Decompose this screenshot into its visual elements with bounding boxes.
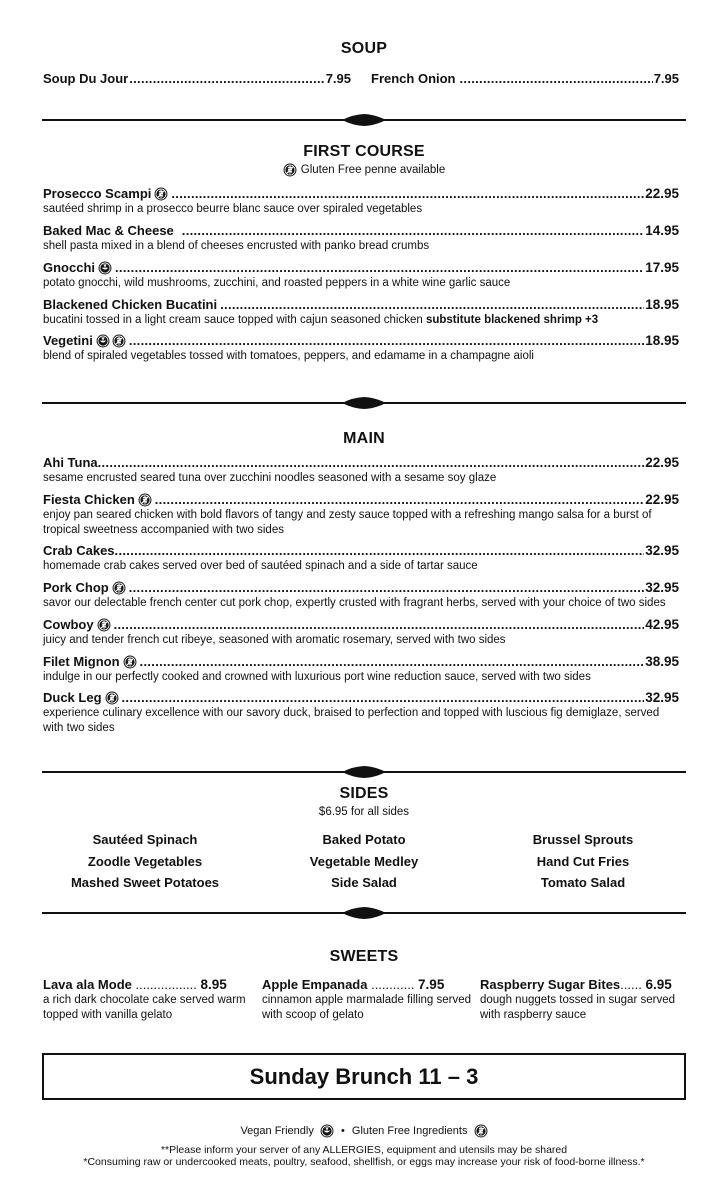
dot-leader: ................. bbox=[131, 977, 201, 992]
gluten-free-icon bbox=[123, 655, 137, 669]
dot-leader: ............ bbox=[367, 977, 419, 992]
dot-leader bbox=[171, 186, 644, 202]
menu-item bbox=[43, 333, 679, 364]
gluten-free-icon bbox=[112, 581, 126, 595]
divider-ornament-icon bbox=[342, 397, 386, 409]
menu-item bbox=[43, 186, 679, 217]
menu-item-name: Fiesta Chicken bbox=[43, 492, 135, 507]
side-item: Zoodle Vegetables bbox=[87, 853, 203, 869]
sweet-item-name: Apple Empanada bbox=[262, 977, 368, 992]
dot-leader bbox=[460, 71, 653, 86]
sweet-item-name: Raspberry Sugar Bites bbox=[480, 977, 621, 992]
menu-item bbox=[43, 492, 679, 537]
menu-item bbox=[43, 297, 679, 328]
side-item: Tomato Salad bbox=[540, 875, 626, 890]
menu-item-price: 22.95 bbox=[645, 492, 679, 507]
menu-item-name: Blackened Chicken Bucatini bbox=[43, 297, 218, 312]
menu-item-description bbox=[43, 313, 679, 328]
menu-item-name: Ahi Tuna bbox=[43, 455, 98, 470]
gluten-free-icon bbox=[283, 163, 297, 177]
dot-leader: ...... bbox=[620, 977, 646, 992]
menu-item-price: 32.95 bbox=[645, 543, 679, 558]
menu-item-description: indulge in our perfectly cooked and crowned with luxurious port wine reduction sauce, served with two sides bbox=[43, 671, 591, 683]
gluten-free-icon bbox=[474, 1124, 488, 1138]
menu-item-description: juicy and tender french cut ribeye, seasoned with aromatic rosemary, served with two sides bbox=[43, 634, 506, 646]
side-item: Baked Potato bbox=[322, 832, 406, 847]
sides-column bbox=[45, 829, 245, 894]
section-divider bbox=[42, 907, 686, 919]
divider-ornament-icon bbox=[342, 766, 386, 778]
sweet-item-price: 6.95 bbox=[645, 977, 672, 992]
vegan-legend-label: Vegan Friendly bbox=[240, 1125, 314, 1137]
dot-leader bbox=[115, 260, 644, 276]
menu-item-name: Gnocchi bbox=[43, 260, 96, 275]
menu-item-price: 32.95 bbox=[645, 690, 679, 705]
dot-leader bbox=[129, 71, 324, 86]
dot-leader bbox=[98, 455, 645, 471]
sweet-item-price: 8.95 bbox=[200, 977, 227, 992]
menu-item-description: savor our delectable french center cut pork chop, expertly crusted with fragrant herbs, served with your choice of two sides bbox=[43, 597, 666, 609]
menu-item-name: Duck Leg bbox=[43, 690, 102, 705]
gluten-free-icon bbox=[105, 691, 119, 705]
divider-ornament-icon bbox=[342, 114, 386, 126]
menu-item-name: Baked Mac & Cheese bbox=[43, 223, 174, 238]
dot-leader bbox=[129, 333, 644, 349]
sweet-item-name: Lava ala Mode bbox=[43, 977, 132, 992]
gluten-free-icon bbox=[112, 334, 126, 348]
section-divider bbox=[42, 114, 686, 126]
dot-leader bbox=[140, 654, 645, 670]
menu-item-name: Cowboy bbox=[43, 617, 94, 632]
menu-item-price: 17.95 bbox=[645, 260, 679, 275]
menu-item-description: enjoy pan seared chicken with bold flavors of tangy and zesty sauce topped with a refreshing mango salsa for a burst of tropical sweetness accompanied with two sides bbox=[43, 509, 652, 536]
first-course-note bbox=[0, 163, 728, 177]
menu-item bbox=[43, 455, 679, 486]
side-item: Vegetable Medley bbox=[309, 853, 419, 869]
gluten-free-icon bbox=[154, 187, 168, 201]
side-item: Brussel Sprouts bbox=[532, 832, 634, 847]
menu-item-description: potato gnocchi, wild mushrooms, zucchini, and roasted peppers in a white wine garlic sauce bbox=[43, 277, 511, 289]
soup-item bbox=[43, 71, 351, 86]
menu-item-price: 14.95 bbox=[645, 223, 679, 238]
menu-item-price: 38.95 bbox=[645, 654, 679, 669]
menu-item bbox=[43, 654, 679, 685]
sides-price-note: $6.95 for all sides bbox=[318, 806, 410, 818]
menu-item-name: Prosecco Scampi bbox=[43, 186, 152, 201]
sweet-item-description: dough nuggets tossed in sugar served with raspberry sauce bbox=[480, 994, 675, 1021]
sides-column bbox=[483, 829, 683, 894]
section-divider bbox=[42, 766, 686, 778]
menu-item bbox=[43, 223, 679, 254]
soup-section-title: SOUP bbox=[340, 40, 388, 57]
soup-item bbox=[371, 71, 679, 86]
dot-leader bbox=[114, 617, 645, 633]
sweet-item-price: 7.95 bbox=[418, 977, 445, 992]
gluten-free-icon bbox=[97, 618, 111, 632]
menu-item-description: shell pasta mixed in a blend of cheeses encrusted with panko bread crumbs bbox=[43, 240, 430, 252]
menu-item-price: 18.95 bbox=[645, 333, 679, 348]
menu-item-upgrade: substitute blackened shrimp +3 bbox=[425, 314, 599, 326]
vegan-icon bbox=[96, 334, 110, 348]
soup-item-name: Soup Du Jour bbox=[43, 71, 129, 86]
menu-item-name: Vegetini bbox=[43, 333, 93, 348]
section-divider bbox=[42, 397, 686, 409]
sweet-item bbox=[480, 976, 690, 1022]
menu-item-name: Filet Mignon bbox=[43, 654, 120, 669]
side-item: Sautéed Spinach bbox=[92, 832, 198, 847]
sweet-item bbox=[43, 976, 253, 1022]
gluten-free-legend-label: Gluten Free Ingredients bbox=[351, 1125, 468, 1137]
menu-item-price: 42.95 bbox=[645, 617, 679, 632]
first-course-section-title: FIRST COURSE bbox=[303, 143, 425, 160]
menu-item-price: 22.95 bbox=[645, 455, 679, 470]
side-item: Side Salad bbox=[331, 875, 397, 890]
dot-leader bbox=[122, 690, 645, 706]
dietary-legend bbox=[0, 1124, 728, 1138]
menu-item-name: Pork Chop bbox=[43, 580, 109, 595]
soup-item-price: 7.95 bbox=[325, 71, 351, 86]
divider-ornament-icon bbox=[342, 907, 386, 919]
menu-item bbox=[43, 690, 679, 735]
menu-item-price: 22.95 bbox=[645, 186, 679, 201]
menu-item-name: Crab Cakes bbox=[43, 543, 115, 558]
dot-leader bbox=[129, 580, 644, 596]
soup-item-price: 7.95 bbox=[653, 71, 679, 86]
sweet-item-description: cinnamon apple marmalade filling served with scoop of gelato bbox=[262, 994, 472, 1021]
menu-item-description-text: bucatini tossed in a light cream sauce topped with cajun seasoned chicken bbox=[43, 314, 423, 326]
first-course-note-text: Gluten Free penne available bbox=[300, 164, 446, 176]
menu-item-description: experience culinary excellence with our savory duck, braised to perfection and topped with luscious fig demiglaze, served with two sides bbox=[43, 707, 660, 734]
main-section-title: MAIN bbox=[343, 430, 385, 447]
vegan-icon bbox=[98, 261, 112, 275]
sides-column bbox=[264, 829, 464, 894]
menu-item-price: 18.95 bbox=[645, 297, 679, 312]
menu-item bbox=[43, 260, 679, 291]
menu-item-description: sesame encrusted seared tuna over zucchini noodles seasoned with a sesame soy glaze bbox=[43, 472, 497, 484]
sunday-brunch-banner: Sunday Brunch 11 – 3 bbox=[42, 1053, 686, 1100]
dot-leader bbox=[115, 543, 645, 559]
menu-item bbox=[43, 543, 679, 574]
sweet-item-description: a rich dark chocolate cake served warm topped with vanilla gelato bbox=[43, 994, 246, 1021]
menu-item-price: 32.95 bbox=[645, 580, 679, 595]
menu-item bbox=[43, 580, 679, 611]
dot-leader bbox=[182, 223, 644, 239]
menu-item-description: blend of spiraled vegetables tossed with tomatoes, peppers, and edamame in a champagne aioli bbox=[43, 350, 534, 362]
side-item: Mashed Sweet Potatoes bbox=[70, 875, 220, 890]
soup-item-name: French Onion bbox=[371, 71, 456, 86]
sweets-section-title: SWEETS bbox=[329, 948, 399, 965]
dot-leader bbox=[155, 492, 644, 508]
legend-bullet: • bbox=[340, 1125, 345, 1137]
sides-section-title: SIDES bbox=[339, 785, 389, 802]
side-item: Hand Cut Fries bbox=[536, 853, 630, 869]
menu-item-description: sautéed shrimp in a prosecco beurre blanc sauce over spiraled vegetables bbox=[43, 203, 423, 215]
dot-leader bbox=[220, 297, 644, 313]
sweet-item bbox=[262, 976, 472, 1022]
allergy-notice: **Please inform your server of any ALLERGIES, equipment and utensils may be shared bbox=[160, 1144, 568, 1156]
menu-item bbox=[43, 617, 679, 648]
consumption-warning: *Consuming raw or undercooked meats, poultry, seafood, shellfish, or eggs may increase your risk of food-borne illness.* bbox=[83, 1156, 645, 1168]
vegan-icon bbox=[320, 1124, 334, 1138]
gluten-free-icon bbox=[138, 493, 152, 507]
menu-item-description: homemade crab cakes served over bed of sautéed spinach and a side of tartar sauce bbox=[43, 560, 478, 572]
